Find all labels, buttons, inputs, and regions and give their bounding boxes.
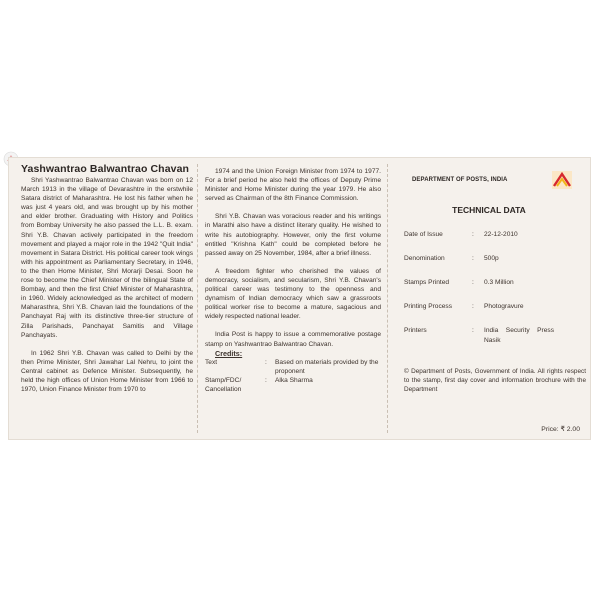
column-divider-left (197, 164, 198, 433)
technical-data-title: TECHNICAL DATA (452, 205, 526, 215)
tech-row-stamps-printed: Stamps Printed : 0.3 Million (404, 279, 514, 286)
india-post-logo-icon (551, 170, 573, 190)
bio-paragraph-5: A freedom fighter who cherished the values of democracy, socialism, and secularism, Shri Y.B. Chavan's political career was testimony to the openness and dynamism of Indian democracy which saw a grassroots political worker rise to become a mature, sagacious and widely respected national leader. (205, 267, 381, 321)
bio-paragraph-6: India Post is happy to issue a commemorative postage stamp on Yashwantrao Balwantrao Chavan. (205, 331, 381, 348)
column-divider-right (387, 164, 388, 433)
bio-paragraph-4: Shri Y.B. Chavan was voracious reader and his writings in Marathi also have a distinct literary quality. He wished to write his autobiography. However, only the first volume entitled "Krishna Kath" could be completed before he passed away on 25 November, 1984, after a brief illness. (205, 213, 381, 257)
biography-column-left (21, 176, 193, 394)
credit-row-text: Text : Based on materials provided by the proponent (205, 358, 379, 375)
bio-paragraph-2: In 1962 Shri Y.B. Chavan was called to Delhi by the then Prime Minister, Shri Jawahar Lal Nehru, to joint the Central cabinet as Defence Minister. Subsequently, he held the high offices of Union Home Minister from 1966 to 1970, Union Finance Minister from 1970 to (21, 349, 193, 394)
credit-row-stamp: Stamp/FDC/ Cancellation : Alka Sharma (205, 376, 313, 393)
copyright-notice: © Department of Posts, Government of India. All rights respect to the stamp, first day cover and information brochure with the Department (404, 368, 586, 394)
biography-column-middle (205, 167, 381, 394)
tech-row-printers: Printers : India Security Press Nasik (404, 327, 554, 344)
tech-row-date-of-issue: Date of Issue : 22-12-2010 (404, 231, 518, 238)
brochure-price: Price: ₹ 2.00 (541, 426, 580, 433)
bio-paragraph-1: Shri Yashwantrao Balwantrao Chavan was born on 12 March 1913 in the village of Devarashtre in the erstwhile Satara district of Maharashtra. He lost his father when he was just 4 years old, and was brought up by his mother and elder brother. Graduating with History and Politics from Bombay University he also passed the L.L. B. exam. Shri Y.B. Chavan actively participated in the freedom movement and played a major role in the 1942 "Quit India" movement in Satara District. His political career took wings with his appointment as Parliamentary Secretary, in 1946, to the then Home Minister, Shri Morarji Desai. Soon he rose to become the Chief Minister of the bilingual State of Bombay, and then the first Chief Minister of Maharashtra, in 1960. Widely acknowledged as the architect of modern Maharasthra, Shri Y.B. Chavan laid the foundations of the Panchayat Raj with its distinctive three-tier structure of Zilla Parishads, Panchayat Samitis and Village Panchayats. (21, 177, 193, 339)
bio-paragraph-3: 1974 and the Union Foreign Minister from 1974 to 1977. For a brief period he also held the offices of Deputy Prime Minister and Home Minister during the year 1979. He also served as Chairman of the 8th Finance Commission. (205, 168, 381, 203)
credits-heading: Credits: (215, 348, 243, 358)
stamp-brochure (8, 157, 591, 440)
tech-row-denomination: Denomination : 500p (404, 255, 499, 262)
tech-row-printing-process: Printing Process : Photogravure (404, 303, 524, 310)
brochure-title: Yashwantrao Balwantrao Chavan (21, 163, 190, 175)
department-name: DEPARTMENT OF POSTS, INDIA (412, 177, 508, 183)
